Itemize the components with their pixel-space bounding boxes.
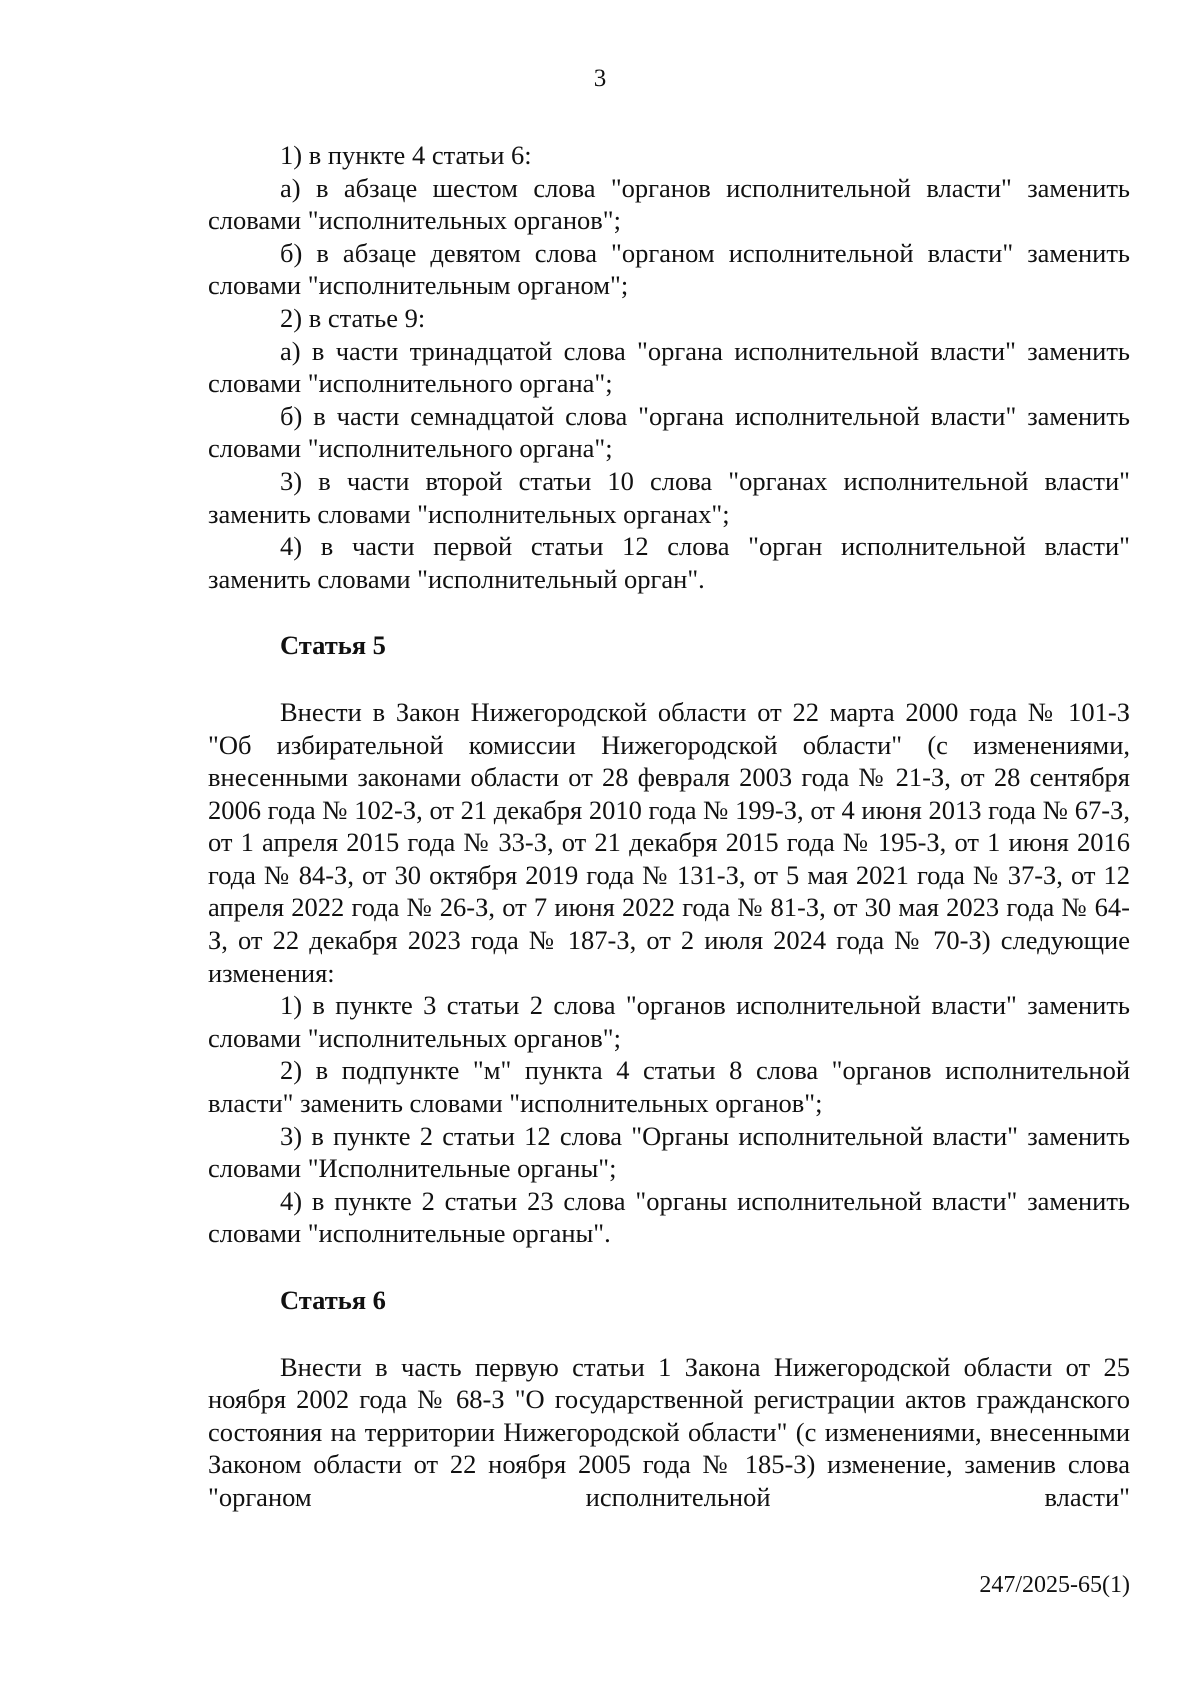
list-item: а) в абзаце шестом слова "органов исполнительной власти" заменить словами "исполнительных органов"; xyxy=(208,172,1130,236)
article-5-heading: Статья 5 xyxy=(280,630,386,661)
list-item: 4) в части первой статьи 12 слова "орган исполнительной власти" заменить словами "исполнительный орган". xyxy=(208,531,1130,594)
list-item: 4) в пункте 2 статьи 23 слова "органы исполнительной власти" заменить словами "исполнительные органы". xyxy=(208,1185,1130,1249)
article-6-heading: Статья 6 xyxy=(280,1285,386,1315)
page-number: 3 xyxy=(593,65,607,92)
document-code: 247/2025-65(1) xyxy=(979,1572,1130,1598)
list-item: а) в части тринадцатой слова "органа исполнительной власти" заменить словами "исполнительного органа"; xyxy=(208,335,1130,399)
list-item: б) в абзаце девятом слова "органом исполнительной власти" заменить словами "исполнительным органом"; xyxy=(208,237,1130,301)
list-item: 2) в подпункте "м" пункта 4 статьи 8 слова "органов исполнительной власти" заменить словами "исполнительных органов"; xyxy=(208,1055,1130,1119)
list-item: 3) в части второй статьи 10 слова "органах исполнительной власти" заменить словами "исполнительных органах"; xyxy=(208,465,1130,529)
list-item: б) в части семнадцатой слова "органа исполнительной власти" заменить словами "исполнительного органа"; xyxy=(208,400,1130,464)
article-6-intro: Внести в часть первую статьи 1 Закона Нижегородской области от 25 ноября 2002 года № 68-З "О государственной регистрации актов гражданского состояния на территории Нижегородской области" (с изменениями, внесенными Законом области от 22 ноября 2005 года № 185-З) изменение, заменив слова "органом исполнительной власти" xyxy=(208,1351,1130,1512)
list-item: 1) в пункте 3 статьи 2 слова "органов исполнительной власти" заменить словами "исполнительных органов"; xyxy=(208,990,1130,1053)
article-5-intro: Внести в Закон Нижегородской области от 22 марта 2000 года № 101-З "Об избирательной комиссии Нижегородской области" (с изменениями, внесенными законами области от 28 февраля 2003 года № 21-З, от 28 сентября 2006 года № 102-З, от 21 декабря 2010 года № 199-З, от 4 июня 2013 года № 67-З, от 1 апреля 2015 года № 33-З, от 21 декабря 2015 года № 195-З, от 1 июня 2016 года № 84-З, от 30 октября 2019 года № 131-З, от 5 мая 2021 года № 37-З, от 12 апреля 2022 года № 26-З, от 7 июня 2022 года № 81-З, от 30 мая 2023 года № 64-З, от 22 декабря 2023 года № 187-З, от 2 июля 2024 года № 70-З) следующие изменения: xyxy=(208,696,1130,988)
list-item: 1) в пункте 4 статьи 6: xyxy=(280,140,532,170)
list-item: 3) в пункте 2 статьи 12 слова "Органы исполнительной власти" заменить словами "Исполнительные органы"; xyxy=(208,1120,1130,1184)
list-item: 2) в статье 9: xyxy=(280,302,426,333)
document-body xyxy=(208,139,1130,1514)
